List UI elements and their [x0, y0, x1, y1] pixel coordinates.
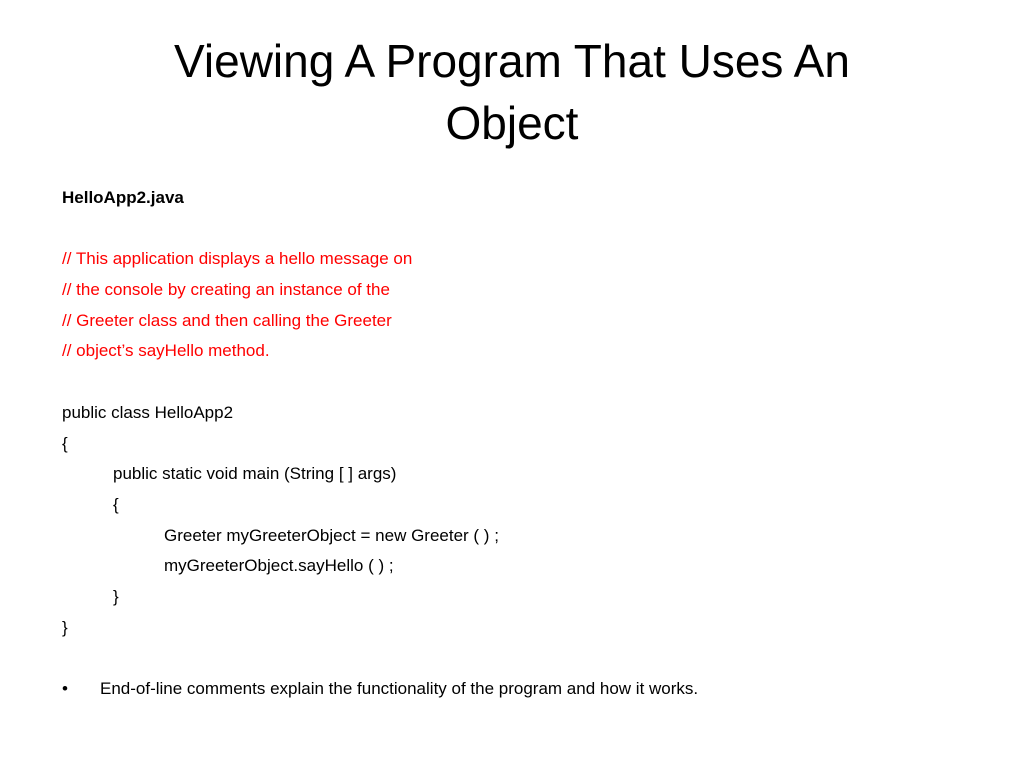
comment-line-2: // the console by creating an instance of the [62, 280, 390, 300]
code-main-open-brace: { [113, 494, 119, 514]
bullet-item [62, 674, 962, 705]
blank-line [62, 367, 962, 398]
comment-line-4: // object’s sayHello method. [62, 341, 270, 361]
title-line-1: Viewing A Program That Uses An [174, 35, 850, 87]
slide-body [62, 183, 962, 705]
bullet-icon: • [62, 679, 68, 698]
code-class-declaration: public class HelloApp2 [62, 402, 234, 422]
slide-title [60, 30, 964, 154]
blank-line [62, 214, 962, 245]
code-statement-1: Greeter myGreeterObject = new Greeter ( ) ; [164, 525, 499, 545]
title-line-2: Object [445, 97, 579, 149]
code-main-declaration: public static void main (String [ ] args) [113, 464, 397, 484]
comment-line-1: // This application displays a hello message on [62, 249, 413, 269]
file-name-label: HelloApp2.java [62, 188, 184, 207]
code-statement-2: myGreeterObject.sayHello ( ) ; [164, 556, 394, 576]
bullet-text: End-of-line comments explain the functionality of the program and how it works. [100, 679, 699, 698]
code-class-open-brace: { [62, 433, 68, 453]
code-main-close-brace: } [113, 586, 119, 606]
code-class-close-brace: } [62, 617, 68, 637]
blank-line [62, 643, 962, 674]
comment-line-3: // Greeter class and then calling the Greeter [62, 310, 392, 330]
